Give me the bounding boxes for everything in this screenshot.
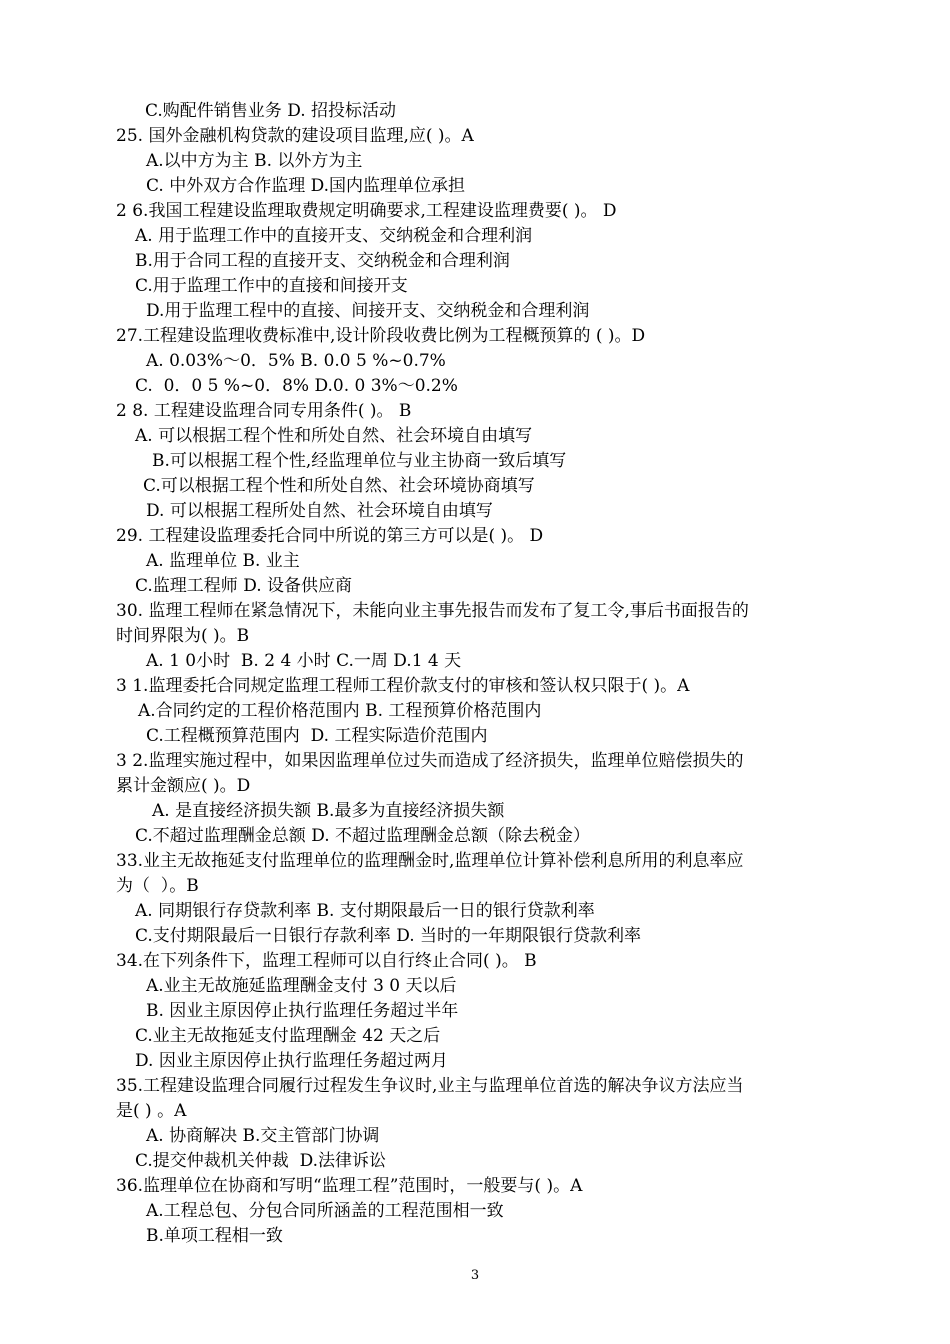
text-line: B.单项工程相一致 <box>146 1226 283 1246</box>
text-line: C.工程概预算范围内 D. 工程实际造价范围内 <box>146 726 488 746</box>
text-line: D. 可以根据工程所处自然、社会环境自由填写 <box>146 501 493 521</box>
text-line: 时间界限为( )。B <box>116 626 250 646</box>
text-line: 34.在下列条件下，监理工程师可以自行终止合同( )。 B <box>116 951 537 971</box>
text-line: C. 0．0 5 %~0．8% D.0. 0 3%～0.2% <box>135 376 458 396</box>
text-line: C.监理工程师 D. 设备供应商 <box>135 576 353 596</box>
text-line: C.支付期限最后一日银行存款利率 D. 当时的一年期限银行贷款利率 <box>135 926 642 946</box>
text-line: A.业主无故施延监理酬金支付 3 0 天以后 <box>146 976 457 996</box>
text-line: A.工程总包、分包合同所涵盖的工程范围相一致 <box>146 1201 504 1221</box>
text-line: C.可以根据工程个性和所处自然、社会环境协商填写 <box>143 476 535 496</box>
text-line: A.以中方为主 B. 以外方为主 <box>146 151 363 171</box>
text-line: 累计金额应( )。D <box>116 776 251 796</box>
text-line: A. 是直接经济损失额 B.最多为直接经济损失额 <box>152 801 505 821</box>
text-line: 是( ) 。A <box>116 1101 187 1121</box>
text-line: C.用于监理工作中的直接和间接开支 <box>135 276 408 296</box>
text-line: A. 监理单位 B. 业主 <box>146 551 300 571</box>
text-line: D.用于监理工程中的直接、间接开支、交纳税金和合理利润 <box>146 301 590 321</box>
text-line: 35.工程建设监理合同履行过程发生争议时,业主与监理单位首选的解决争议方法应当 <box>116 1076 744 1096</box>
text-line: 36.监理单位在协商和写明“监理工程”范围时，一般要与( )。A <box>116 1176 583 1196</box>
text-line: A. 可以根据工程个性和所处自然、社会环境自由填写 <box>135 426 533 446</box>
text-line: 3 2.监理实施过程中，如果因监理单位过失而造成了经济损失，监理单位赔偿损失的 <box>116 751 744 771</box>
text-line: D. 因业主原因停止执行监理任务超过两月 <box>135 1051 448 1071</box>
text-line: A.合同约定的工程价格范围内 B. 工程预算价格范围内 <box>138 701 542 721</box>
text-line: C.提交仲裁机关仲裁 D.法律诉讼 <box>135 1151 387 1171</box>
text-line: 2 6.我国工程建设监理取费规定明确要求,工程建设监理费要( )。 D <box>116 201 617 221</box>
text-line: 33.业主无故拖延支付监理单位的监理酬金时,监理单位计算补偿利息所用的利息率应 <box>116 851 744 871</box>
text-line: C.不超过监理酬金总额 D. 不超过监理酬金总额（除去税金） <box>135 826 591 846</box>
text-line: A. 1 0小时 B. 2 4 小时 C.一周 D.1 4 天 <box>146 651 462 671</box>
text-line: 3 1.监理委托合同规定监理工程师工程价款支付的审核和签认权只限于( )。A <box>116 676 690 696</box>
text-line: 30. 监理工程师在紧急情况下，未能向业主事先报告而发布了复工令,事后书面报告的 <box>116 601 749 621</box>
text-line: B.用于合同工程的直接开支、交纳税金和合理利润 <box>135 251 510 271</box>
text-line: 2 8. 工程建设监理合同专用条件( )。 B <box>116 401 412 421</box>
text-line: A. 协商解决 B.交主管部门协调 <box>146 1126 380 1146</box>
text-line: B.可以根据工程个性,经监理单位与业主协商一致后填写 <box>152 451 567 471</box>
text-line: C. 中外双方合作监理 D.国内监理单位承担 <box>146 176 466 196</box>
text-line: A. 0.03%～0．5% B. 0.0 5 %~0.7% <box>146 351 446 371</box>
text-line: 为（ ）。B <box>116 876 199 896</box>
text-line: A. 用于监理工作中的直接开支、交纳税金和合理利润 <box>135 226 533 246</box>
text-line: C.购配件销售业务 D. 招投标活动 <box>145 101 397 121</box>
text-line: B. 因业主原因停止执行监理任务超过半年 <box>146 1001 459 1021</box>
text-line: 27.工程建设监理收费标准中,设计阶段收费比例为工程概预算的 ( )。D <box>116 326 646 346</box>
text-line: 25. 国外金融机构贷款的建设项目监理,应( )。A <box>116 126 474 146</box>
text-line: A. 同期银行存贷款利率 B. 支付期限最后一日的银行贷款利率 <box>135 901 595 921</box>
text-line: 29. 工程建设监理委托合同中所说的第三方可以是( )。 D <box>116 526 544 546</box>
page-number: 3 <box>470 1268 480 1283</box>
text-line: C.业主无故拖延支付监理酬金 42 天之后 <box>135 1026 441 1046</box>
